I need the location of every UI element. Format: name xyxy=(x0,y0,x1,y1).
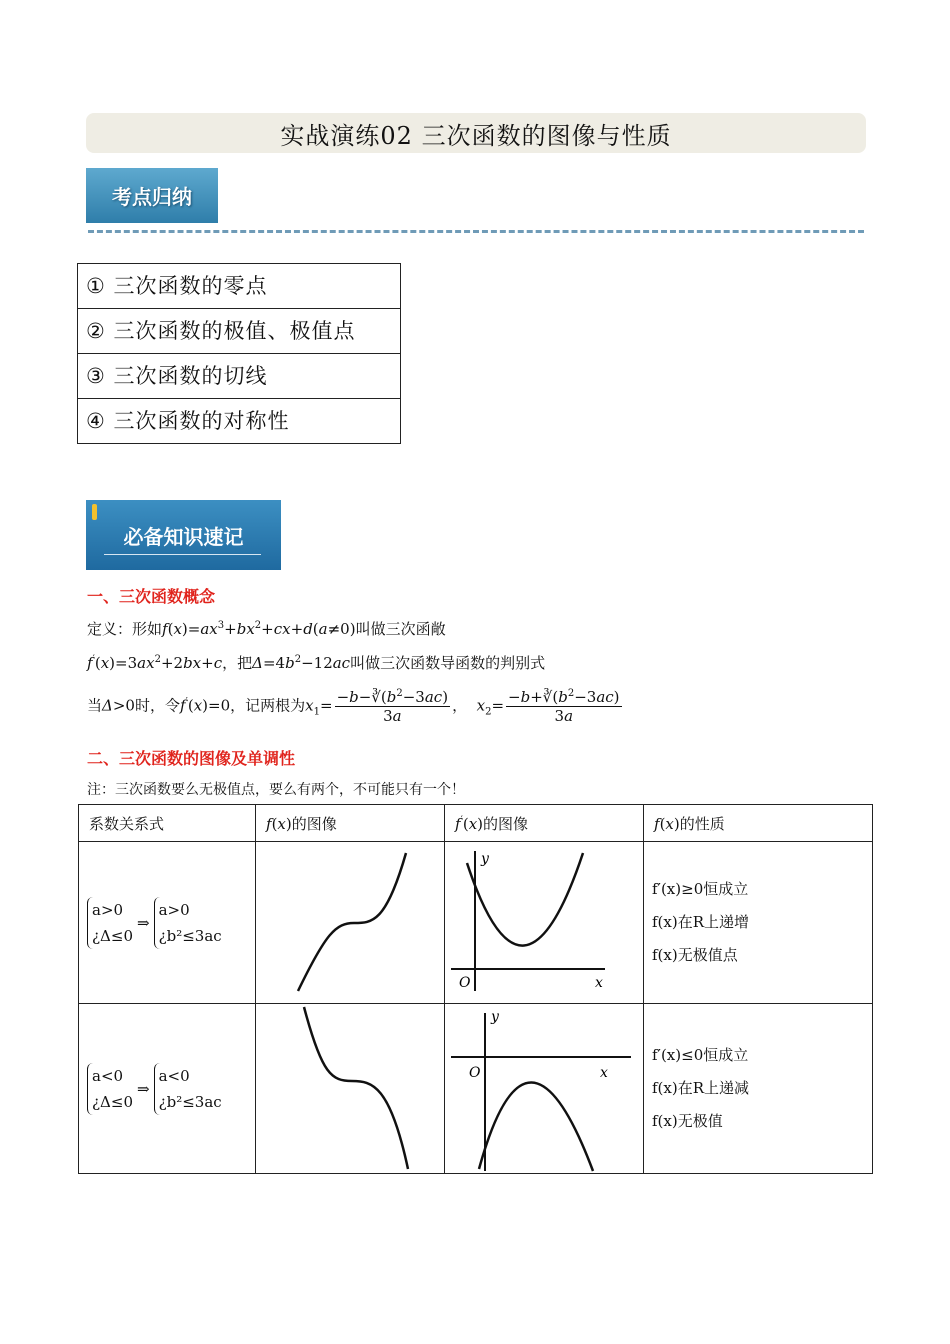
header-cell: f′(x)的图像 xyxy=(445,805,644,842)
note-line: 注：三次函数要么无极值点，要么有两个，不可能只有一个！ xyxy=(87,782,465,798)
kaodian-badge: 考点归纳 xyxy=(86,168,218,223)
derivative-line: $f'(x)=3ax^2+2bx+c$，把$\Delta=4b^2-12ac$叫做三次函数导函数的判别式 xyxy=(87,654,546,672)
origin-label: O xyxy=(459,974,471,991)
section2-heading: 二、三次函数的图像及单调性 xyxy=(87,749,296,768)
badge-underline xyxy=(104,554,261,555)
property-cell: f′(x)≥0恒成立 f(x)在R上递增 f(x)无极值点 xyxy=(644,842,873,1004)
axis-y-label: y xyxy=(481,850,489,867)
topic-item: ② 三次函数的极值、极值点 xyxy=(78,309,401,354)
fprime-graph-cell xyxy=(445,1004,644,1174)
page-title: 实战演练02 三次函数的图像与性质 xyxy=(86,113,866,153)
roots-line: 当Δ>0时，令f′(x)=0，记两根为$x_1=$ $\frac{-b-∛(b^2-3ac)}{3a}$ ， $x_2=$ $\frac{-b+∛(b^2-3ac)}{3a}$ xyxy=(87,688,620,725)
condition-cell: a<0 ¿Δ≤0 ⇒ a<0 ¿b²≤3ac xyxy=(79,1004,256,1174)
axis-x-label: x xyxy=(600,1064,608,1081)
header-cell: f(x)的图像 xyxy=(256,805,445,842)
axis-x-label: x xyxy=(595,974,603,991)
cubic-properties-table xyxy=(78,804,873,1174)
property-cell: f′(x)≤0恒成立 f(x)在R上递减 f(x)无极值 xyxy=(644,1004,873,1174)
origin-label: O xyxy=(469,1064,481,1081)
definition-line: 定义：形如$f(x)=ax^3+bx^2+cx+d(a\ne 0)$叫做三次函敞 xyxy=(87,620,446,638)
header-cell: f(x)的性质 xyxy=(644,805,873,842)
topic-item: ③ 三次函数的切线 xyxy=(78,354,401,399)
parabola-up-graph xyxy=(445,843,633,1003)
cubic-increasing-graph xyxy=(256,843,434,1003)
axis-y-label: y xyxy=(491,1008,499,1025)
badge-marker xyxy=(92,504,97,520)
condition-cell: a>0 ¿Δ≤0 ⇒ a>0 ¿b²≤3ac xyxy=(79,842,256,1004)
fx-graph-cell xyxy=(256,842,445,1004)
fprime-graph-cell xyxy=(445,842,644,1004)
topic-item: ④ 三次函数的对称性 xyxy=(78,399,401,444)
bibei-badge: 必备知识速记 xyxy=(86,500,281,570)
section1-heading: 一、三次函数概念 xyxy=(87,587,216,606)
dashed-divider xyxy=(88,230,864,233)
topic-item: ① 三次函数的零点 xyxy=(78,264,401,309)
topics-table xyxy=(77,263,401,444)
cubic-decreasing-graph xyxy=(256,1005,434,1173)
parabola-down-graph xyxy=(445,1005,633,1173)
header-cell: 系数关系式 xyxy=(79,805,256,842)
fx-graph-cell xyxy=(256,1004,445,1174)
